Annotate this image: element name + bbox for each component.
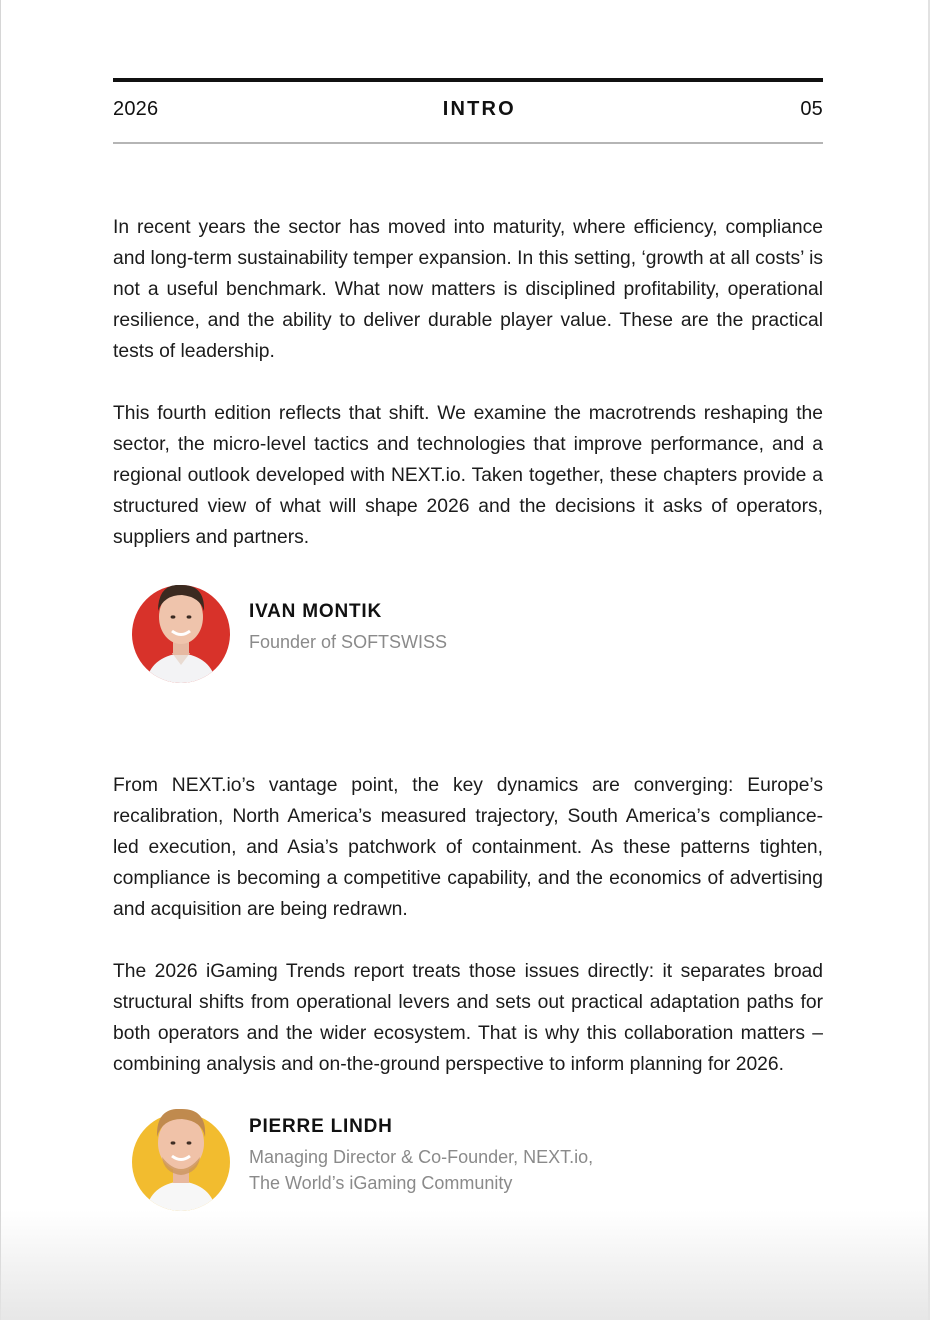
portrait-icon: [132, 1101, 230, 1211]
avatar: [132, 1101, 230, 1211]
header-row: [113, 82, 823, 134]
intro-paragraph-1: In recent years the sector has moved into maturity, where efficiency, compliance and long-term sustainability temper expansion. In this setting, ‘growth at all costs’ is not a useful benchmark. What now matters is disciplined profitability, operational resilience, and the ability to deliver durable player value. These are the practical tests of leadership.: [113, 217, 823, 362]
header-bottom-rule: [113, 142, 823, 144]
author-card-ivan-montik: [132, 573, 447, 683]
author-role-line-2: The World’s iGaming Community: [249, 1173, 513, 1193]
portrait-icon: [132, 573, 230, 683]
author-role-line-1: Managing Director & Co-Founder, NEXT.io,: [249, 1147, 594, 1167]
avatar: [132, 573, 230, 683]
page-number: 05: [800, 97, 823, 120]
author-role: Founder of SOFTSWISS: [249, 632, 448, 652]
author-info: [249, 601, 447, 655]
intro-paragraph-3: From NEXT.io’s vantage point, the key dynamics are converging: Europe’s recalibration, North America’s measured trajectory, South America’s compliance-led execution, and Asia’s patchwork of containment. As these patterns tighten, compliance is becoming a competitive capability, and the economics of advertising and acquisition are being redrawn.: [113, 775, 823, 920]
intro-paragraph-2: This fourth edition reflects that shift. We examine the macrotrends reshaping the sector, the micro-level tactics and technologies that improve performance, and a regional outlook developed with NEXT.io. Taken together, these chapters provide a structured view of what will shape 2026 and the decisions it asks of operators, suppliers and partners.: [113, 403, 823, 548]
header-year: 2026: [113, 97, 159, 120]
section-title: INTRO: [442, 97, 516, 120]
author-name: PIERRE LINDH: [249, 1116, 393, 1137]
author-card-pierre-lindh: [132, 1101, 593, 1211]
page-bottom-shadow: [0, 1210, 930, 1320]
author-info: [249, 1116, 593, 1196]
author-name: IVAN MONTIK: [249, 601, 382, 622]
intro-paragraph-4: The 2026 iGaming Trends report treats those issues directly: it separates broad structural shifts from operational levers and sets out practical adaptation paths for both operators and the wider ecosystem. That is why this collaboration matters – combining analysis and on-the-ground perspective to inform planning for 2026.: [113, 961, 823, 1075]
page-header: [113, 78, 823, 144]
